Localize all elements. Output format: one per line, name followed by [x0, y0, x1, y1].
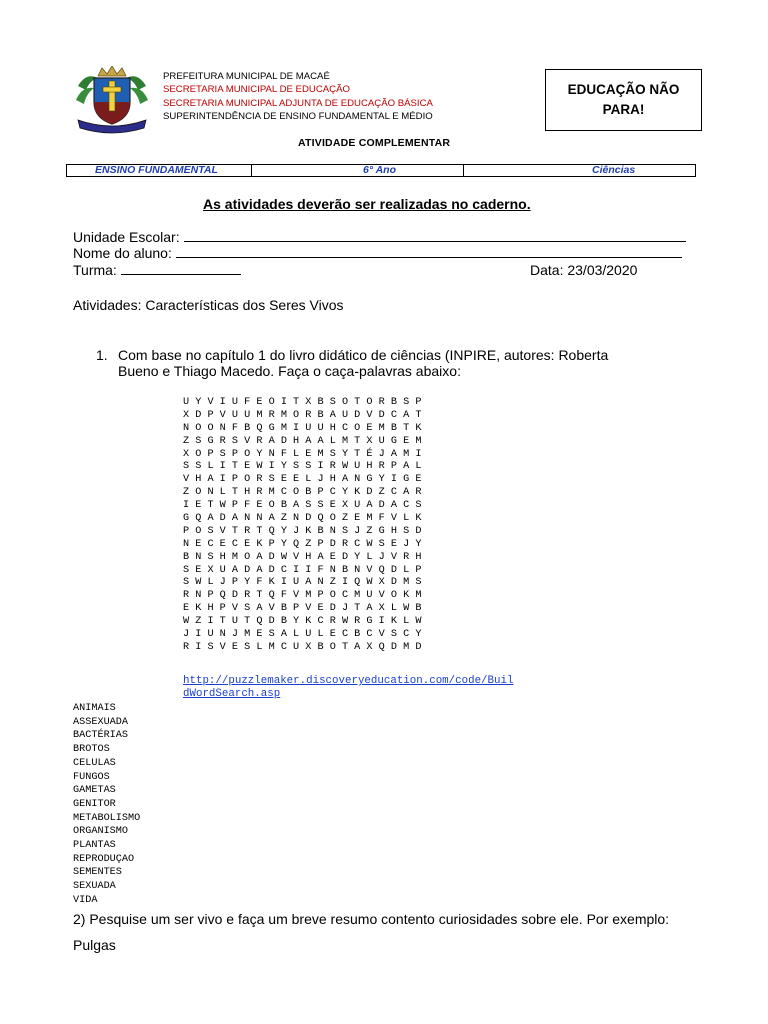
word-list-item: BACTÉRIAS [73, 730, 129, 742]
instruction-text: As atividades deverão ser realizadas no caderno. [203, 196, 531, 212]
word-list-item: METABOLISMO [73, 812, 141, 824]
word-list-item: BROTOS [73, 744, 110, 756]
puzzle-row: S W L J P Y F K I U A N Z I Q W X D M S [183, 577, 422, 589]
question2-text: 2) Pesquise um ser vivo e faça um breve resumo contento curiosidades sobre ele. Por exemplo: Pulgas [73, 911, 670, 953]
level-cell: ENSINO FUNDAMENTAL [95, 164, 218, 176]
activities-label: Atividades: Características dos Seres Vivos [73, 297, 344, 313]
word-list-item: SEMENTES [73, 867, 122, 879]
word-list-item: GENITOR [73, 798, 116, 810]
word-list-item: ASSEXUADA [73, 716, 129, 728]
institution-line-secretaria-educacao: SECRETARIA MUNICIPAL DE EDUCAÇÃO [163, 84, 350, 96]
word-list-item: ORGANISMO [73, 826, 129, 838]
word-list-item: GAMETAS [73, 785, 116, 797]
link-line-2[interactable]: dWordSearch.asp [183, 688, 281, 700]
link-line-1[interactable]: http://puzzlemaker.discoveryeducation.com/code/Buil [183, 675, 514, 687]
municipal-coat-of-arms-icon [72, 66, 152, 136]
word-list [73, 702, 140, 908]
institution-line-secretaria-adjunta: SECRETARIA MUNICIPAL ADJUNTA DE EDUCAÇÃO BÁSICA [163, 97, 433, 109]
puzzle-row: X O P S P O Y N F L E M S Y T É J A M I [183, 448, 422, 460]
nome-aluno-field[interactable] [176, 245, 682, 258]
word-search-grid [183, 397, 421, 655]
puzzle-row: P O S V T R T Q Y J K B N S J Z G H S D [183, 525, 422, 537]
puzzle-row: B N S H M O A D W V H A E D Y L J V R H [183, 551, 422, 563]
question1-line2: Bueno e Thiago Macedo. Faça o caça-palavras abaixo: [118, 363, 461, 379]
table-divider [251, 165, 252, 176]
turma-field[interactable] [121, 262, 241, 275]
word-list-item: VIDA [73, 894, 98, 906]
puzzle-row: J I U N J M E S A L U L E C B C V S C Y [183, 629, 422, 641]
word-list-item: SEXUADA [73, 881, 116, 893]
activity-title: ATIVIDADE COMPLEMENTAR [298, 137, 451, 149]
puzzle-row: U Y V I U F E O I T X B S O T O R B S P [183, 397, 422, 408]
word-list-item: ANIMAIS [73, 703, 116, 714]
slogan-box [545, 69, 702, 131]
question1-line1: Com base no capítulo 1 do livro didático de ciências (INPIRE, autores: Roberta [118, 347, 609, 363]
slogan-text: EDUCAÇÃO NÃO PARA! [567, 82, 680, 117]
institution-header [163, 70, 433, 124]
nome-aluno-label: Nome do aluno: [73, 245, 172, 261]
puzzle-row: S E X U A D A D C I I F N B N V Q D L P [183, 564, 422, 576]
puzzlemaker-link[interactable] [183, 675, 513, 701]
puzzle-row: N E C E C E K P Y Q Z P D R C W S E J Y [183, 538, 422, 550]
word-list-item: REPRODUÇAO [73, 853, 135, 865]
institution-line-superintendencia: SUPERINTENDÊNCIA DE ENSINO FUNDAMENTAL E MÉDIO [163, 111, 433, 123]
word-list-item: FUNGOS [73, 771, 110, 783]
word-list-item: PLANTAS [73, 840, 116, 852]
puzzle-row: R I S V E S L M C U X B O T A X Q D M D [183, 641, 422, 653]
question1-number: 1. [96, 347, 108, 363]
puzzle-row: E K H P V S A V B P V E D J T A X L W B [183, 603, 422, 615]
turma-row [73, 262, 241, 278]
word-list-item: CELULAS [73, 757, 116, 769]
institution-line-prefeitura: PREFEITURA MUNICIPAL DE MACAÉ [163, 71, 330, 82]
table-divider [463, 165, 464, 176]
nome-aluno-row [73, 245, 682, 261]
date-label: Data: 23/03/2020 [530, 262, 638, 278]
puzzle-row: Z O N L T H R M C O B P C Y K D Z C A R [183, 487, 422, 499]
subject-cell: Ciências [592, 164, 636, 176]
unidade-escolar-field[interactable] [184, 229, 686, 242]
grade-cell: 6° Ano [363, 164, 396, 176]
puzzle-row: I E T W P F E O B A S S E X U A D A C S [183, 500, 422, 512]
turma-label: Turma: [73, 262, 117, 278]
unidade-escolar-row [73, 229, 686, 245]
puzzle-row: N O O N F B Q G M I U U H C O E M B T K [183, 422, 422, 434]
puzzle-row: G Q A D A N N A Z N D Q O Z E M F V L K [183, 513, 422, 525]
puzzle-row: X D P V U U M R M O R B A U D V D C A T [183, 409, 422, 421]
unidade-escolar-label: Unidade Escolar: [73, 229, 180, 245]
puzzle-row: V H A I P O R S E E L J H A N G Y I G E [183, 474, 422, 486]
puzzle-row: S S L I T E W I Y S S I R W U H R P A L [183, 461, 422, 473]
puzzle-row: Z S G R S V R A D H A A L M T X U G E M [183, 435, 422, 447]
puzzle-row: W Z I T U T Q D B Y K C R W R G I K L W [183, 616, 422, 628]
puzzle-row: R N P Q D R T Q F V M P O C M U V O K M [183, 590, 422, 602]
class-info-table [66, 164, 696, 177]
